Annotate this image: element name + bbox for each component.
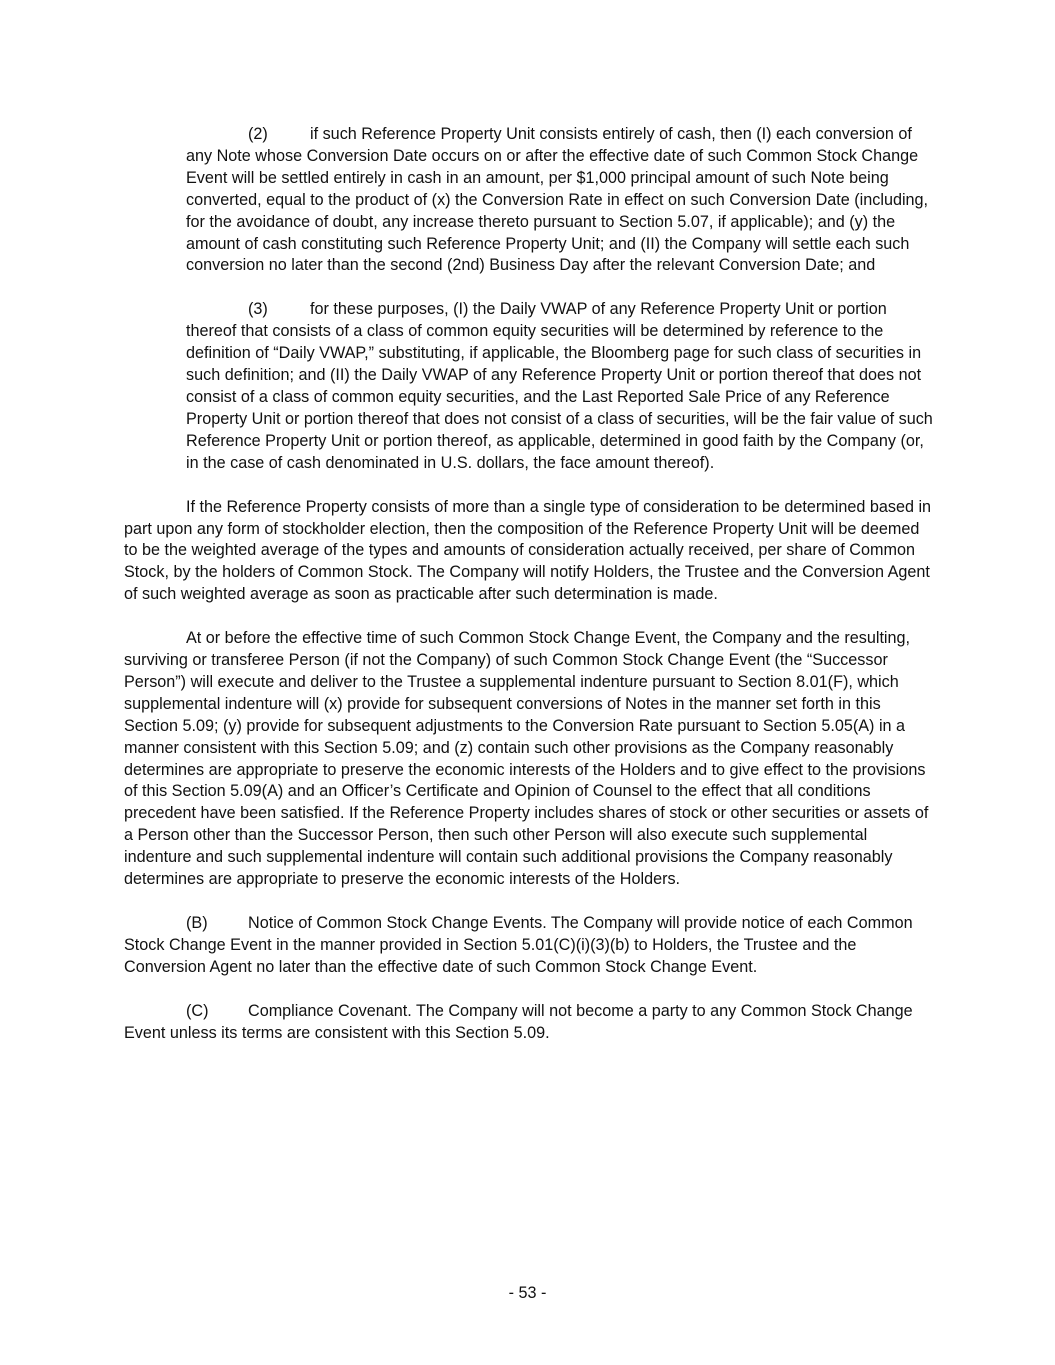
paragraph-text: If the Reference Property consists of more than a single type of consideration to be determined based in part upon any form of stockholder election, then the composition of the Reference Property Unit will be deemed to be the weighted average of the types and amounts of consideration actually received, per share of Common Stock, by the holders of Common Stock. The Company will notify Holders, the Trustee and the Conversion Agent of such weighted average as soon as practicable after such determination is made. <box>124 497 932 604</box>
document-body <box>124 124 934 1067</box>
page-number: - 53 - <box>508 1284 547 1302</box>
clause-text: Compliance Covenant. The Company will not become a party to any Common Stock Change Event unless its terms are consistent with this Section 5.09. <box>124 1001 913 1042</box>
clause-3-paragraph <box>186 299 934 474</box>
reference-property-paragraph <box>124 497 934 607</box>
paragraph-text: At or before the effective time of such Common Stock Change Event, the Company and the resulting, surviving or transferee Person (if not the Company) of such Common Stock Change Event (the “Successor Person”) will execute and deliver to the Trustee a supplemental indenture pursuant to Section 8.01(F), which supplemental indenture will (x) provide for subsequent conversions of Notes in the manner set forth in this Section 5.09; (y) provide for subsequent adjustments to the Conversion Rate pursuant to Section 5.05(A) in a manner consistent with this Section 5.09; and (z) contain such other provisions as the Company reasonably determines are appropriate to preserve the economic interests of the Holders and to give effect to the provisions of this Section 5.09(A) and an Officer’s Certificate and Opinion of Counsel to the effect that all conditions precedent have been satisfied. If the Reference Property includes shares of stock or other securities or assets of a Person other than the Successor Person, then such other Person will also execute such supplemental indenture and such supplemental indenture will contain such additional provisions the Company reasonably determines are appropriate to preserve the economic interests of the Holders. <box>124 629 929 889</box>
clause-marker: (B) <box>186 914 208 932</box>
clause-text: if such Reference Property Unit consists entirely of cash, then (I) each conversion of any Note whose Conversion Date occurs on or after the effective date of such Common Stock Change Event will be settled entirely in cash in an amount, per $1,000 principal amount of such Note being converted, equal to the product of (x) the Conversion Rate in effect on such Conversion Date (including, for the avoidance of doubt, any increase thereto pursuant to Section 5.07, if applicable); and (y) the amount of cash constituting such Reference Property Unit; and (II) the Company will settle each such conversion no later than the second (2nd) Business Day after the relevant Conversion Date; and <box>186 125 929 275</box>
clause-marker: (3) <box>248 300 268 319</box>
supplemental-indenture-paragraph <box>124 628 934 891</box>
clause-c-paragraph <box>124 1001 934 1045</box>
clause-marker: (C) <box>186 1001 209 1020</box>
clause-2-paragraph <box>186 124 934 277</box>
clause-text: for these purposes, (I) the Daily VWAP of any Reference Property Unit or portion thereof that consists of a class of common equity securities will be determined by reference to the definition of “Daily VWAP,” substituting, if applicable, the Bloomberg page for such class of securities in such definition; and (II) the Daily VWAP of any Reference Property Unit or portion thereof that does not consist of a class of common equity securities, and the Last Reported Sale Price of any Reference Property Unit or portion thereof that does not consist of a class of securities, will be the fair value of such Reference Property Unit or portion thereof, as applicable, determined in good faith by the Company (or, in the case of cash denominated in U.S. dollars, the face amount thereof). <box>186 300 933 472</box>
clause-marker: (2) <box>248 125 268 143</box>
clause-b-paragraph <box>124 913 934 979</box>
clause-text: Notice of Common Stock Change Events. The Company will provide notice of each Common Stock Change Event in the manner provided in Section 5.01(C)(i)(3)(b) to Holders, the Trustee and the Conversion Agent no later than the effective date of such Common Stock Change Event. <box>124 914 913 976</box>
